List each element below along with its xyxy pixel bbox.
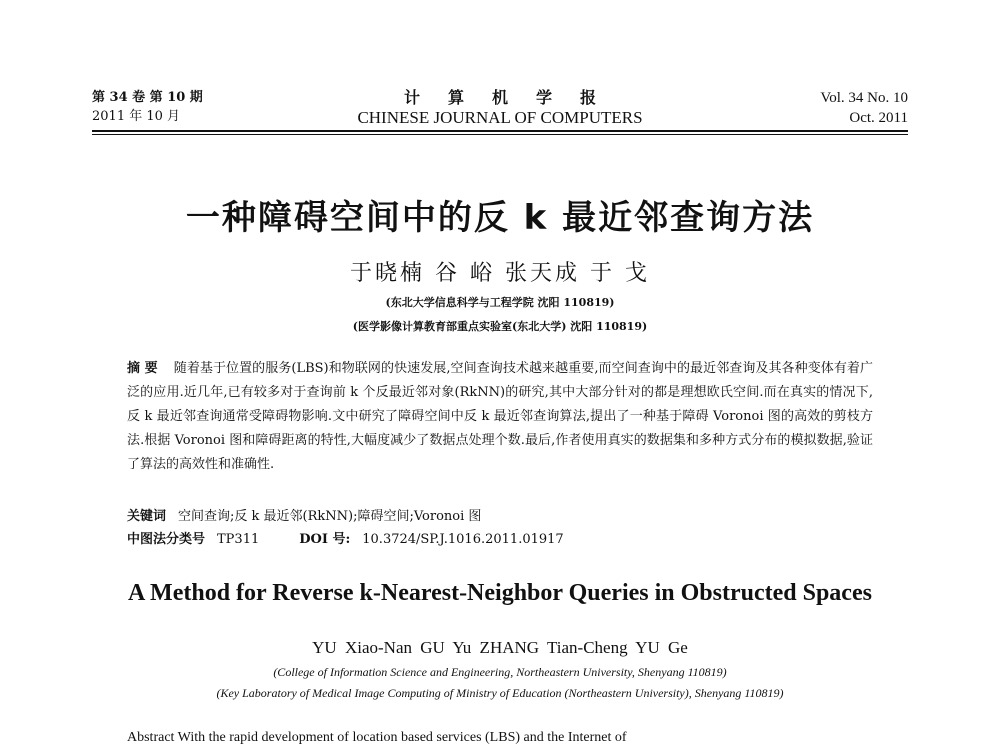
keywords-label: 关键词 <box>127 509 167 524</box>
keywords-text: 空间查询;反 k 最近邻(RkNN);障碍空间;Voronoi 图 <box>178 509 482 524</box>
header-rule-thick <box>92 130 908 132</box>
abstract-en-start: Abstract With the rapid development of location based services (LBS) and the Internet of <box>127 730 627 745</box>
clc-code: TP311 <box>217 532 260 547</box>
doi-value: 10.3724/SP.J.1016.2011.01917 <box>362 532 564 547</box>
paper-title-en: A Method for Reverse k-Nearest-Neighbor Queries in Obstructed Spaces <box>128 580 872 606</box>
paper-title-cn: 一种障碍空间中的反 k 最近邻查询方法 <box>185 198 815 238</box>
affiliation-cn-2: (医学影像计算教育部重点实验室(东北大学) 沈阳 110819) <box>352 320 648 333</box>
volume-issue-cn: 第 34 卷 第 10 期 <box>92 90 203 105</box>
affiliation-en-1: (College of Information Science and Engineering, Northeastern University, Shenyang 110819) <box>273 665 727 679</box>
date-cn: 2011 年 10 月 <box>92 109 181 124</box>
keywords-line <box>127 505 873 528</box>
affiliation-en-2: (Key Laboratory of Medical Image Computing of Ministry of Education (Northeastern University), Shenyang 110819) <box>216 686 784 700</box>
header-center <box>92 88 908 129</box>
header-rule-thin <box>92 134 908 135</box>
abstract-label: 摘 要 <box>127 361 158 376</box>
abstract-text: 随着基于位置的服务(LBS)和物联网的快速发展,空间查询技术越来越重要,而空间查询中的最近邻查询及其各种变体有着广泛的应用.近几年,已有较多对于查询前 k 个反最近邻对象(RkNN)的研究,其中大部分针对的都是理想欧氏空间.而在真实的情况下,反 k 最近邻查询通常受障碍物影响.文中研究了障碍空间中反 k 最近邻查询算法,提出了一种基于障碍 Voronoi 图的高效的剪枝方法.根据 Voronoi 图和障碍距离的特性,大幅度减少了数据点处理个数.最后,作者使用真实的数据集和多种方式分布的模拟数据,验证了算法的高效性和准确性. <box>127 361 873 472</box>
journal-header <box>92 88 908 132</box>
authors-cn: 于晓楠 谷 峪 张天成 于 戈 <box>350 261 650 286</box>
abstract-cn <box>127 357 873 477</box>
authors-en: YU Xiao-Nan GU Yu ZHANG Tian-Cheng YU Ge <box>312 638 688 657</box>
affiliation-cn-1: (东北大学信息科学与工程学院 沈阳 110819) <box>385 296 615 309</box>
classification-line <box>127 528 873 551</box>
header-right <box>820 88 908 128</box>
doi-label: DOI 号: <box>299 532 351 547</box>
journal-name-cn: 计算机学报 <box>403 88 624 107</box>
volume-issue-en: Vol. 34 No. 10 <box>820 90 908 106</box>
journal-name-en: CHINESE JOURNAL OF COMPUTERS <box>357 108 643 127</box>
keywords-block <box>127 505 873 551</box>
date-en: Oct. 2011 <box>849 110 908 126</box>
clc-label: 中图法分类号 <box>127 532 206 547</box>
